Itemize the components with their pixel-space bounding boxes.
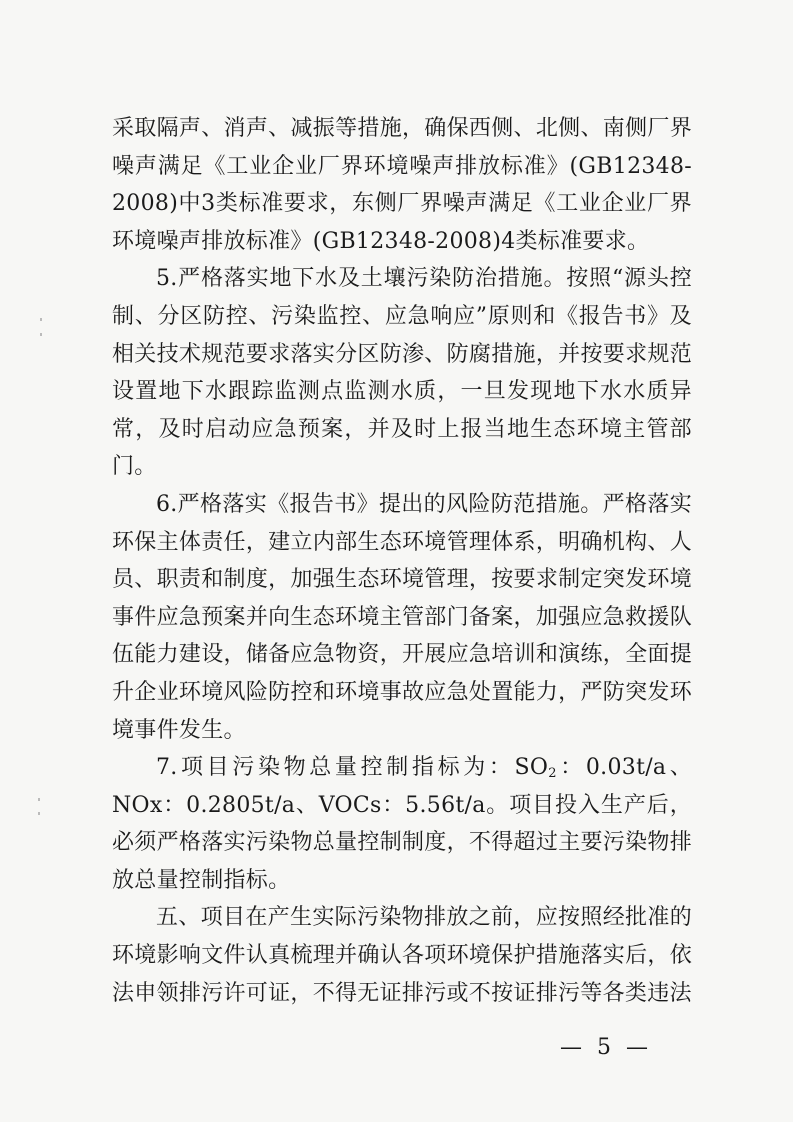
paragraph-total-pollutant-control [112, 749, 692, 899]
paragraph-groundwater-soil: 5.严格落实地下水及土壤污染防治措施。按照“源头控制、分区防控、污染监控、应急响应”原则和《报告书》及相关技术规范要求落实分区防渗、防腐措施，并按要求规范设置地下水跟踪监测点监测水质，一旦发现地下水水质异常，及时启动应急预案，并及时上报当地生态环境主管部门。 [112, 266, 692, 480]
body-text [112, 110, 692, 1012]
scan-speck [40, 318, 42, 321]
scan-speck [38, 812, 40, 815]
paragraph-risk-prevention: 6.严格落实《报告书》提出的风险防范措施。严格落实环保主体责任，建立内部生态环境管理体系，明确机构、人员、职责和制度，加强生态环境管理，按要求制定突发环境事件应急预案并向生态环境主管部门备案，加强应急救援队伍能力建设，储备应急物资，开展应急培训和演练，全面提升企业环境风险防控和环境事故应急处置能力，严防突发环境事件发生。 [112, 491, 692, 743]
paragraph-noise-standards: 采取隔声、消声、减振等措施，确保西侧、北侧、南侧厂界噪声满足《工业企业厂界环境噪声排放标准》(GB12348-2008)中3类标准要求，东侧厂界噪声满足《工业企业厂界环境噪声排放标准》(GB12348-2008)4类标准要求。 [112, 116, 692, 254]
page-number: — 5 — [560, 1035, 652, 1060]
so2-subscript: 2 [548, 766, 557, 782]
scan-speck [38, 798, 40, 801]
pollutant-text-after-subscript: ：0.03t/a、NOx：0.2805t/a、VOCs：5.56t/a。项目投入生产后，必须严格落实污染物总量控制制度，不得超过主要污染物排放总量控制指标。 [112, 755, 692, 893]
paragraph-discharge-permit: 五、项目在产生实际污染物排放之前，应按照经批准的环境影响文件认真梳理并确认各项环境保护措施落实后，依法申领排污许可证，不得无证排污或不按证排污等各类违法 [112, 905, 692, 1006]
scan-speck [40, 333, 42, 336]
pollutant-text-before-subscript: 7.项目污染物总量控制指标为：SO [156, 755, 549, 781]
